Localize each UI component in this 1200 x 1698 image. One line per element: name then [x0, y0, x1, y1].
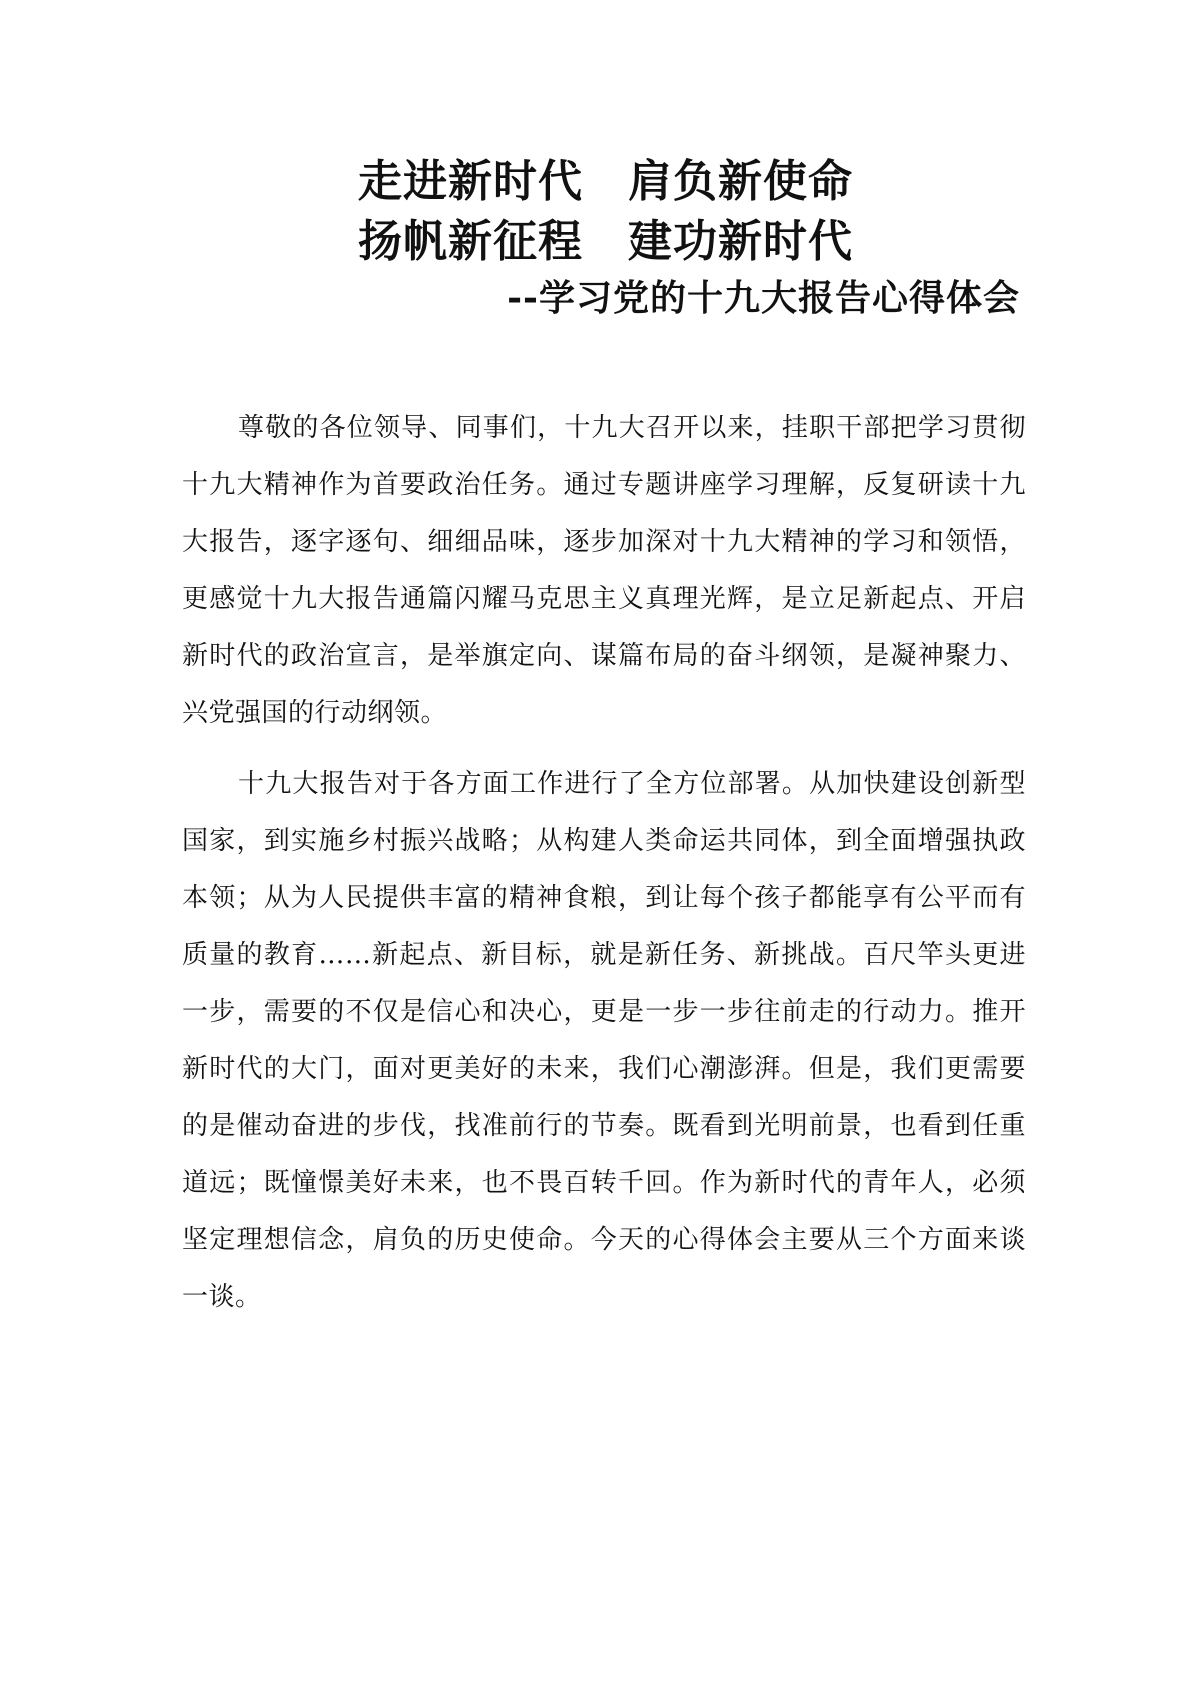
paragraph-1: 尊敬的各位领导、同事们，十九大召开以来，挂职干部把学习贯彻十九大精神作为首要政治任务。通过专题讲座学习理解，反复研读十九大报告，逐字逐句、细细品味，逐步加深对十九大精神的学习和领悟，更感觉十九大报告通篇闪耀马克思主义真理光辉，是立足新起点、开启新时代的政治宣言，是举旗定向、谋篇布局的奋斗纲领，是凝神聚力、兴党强国的行动纲领。: [182, 413, 1026, 728]
paragraph-2: 十九大报告对于各方面工作进行了全方位部署。从加快建设创新型国家，到实施乡村振兴战略；从构建人类命运共同体，到全面增强执政本领；从为人民提供丰富的精神食粮，到让每个孩子都能享有公平而有质量的教育……新起点、新目标，就是新任务、新挑战。百尺竿头更进一步，需要的不仅是信心和决心，更是一步一步往前走的行动力。推开新时代的大门，面对更美好的未来，我们心潮澎湃。但是，我们更需要的是催动奋进的步伐，找准前行的节奏。既看到光明前景，也看到任重道远；既憧憬美好未来，也不畏百转千回。作为新时代的青年人，必须坚定理想信念，肩负的历史使命。今天的心得体会主要从三个方面来谈一谈。: [182, 769, 1026, 1312]
body-text: [182, 400, 1026, 1340]
title-line-2: 扬帆新征程 建功新时代: [358, 216, 853, 267]
title-line-1: 走进新时代 肩负新使命: [358, 156, 853, 207]
subtitle: --学习党的十九大报告心得体会: [507, 277, 1020, 319]
